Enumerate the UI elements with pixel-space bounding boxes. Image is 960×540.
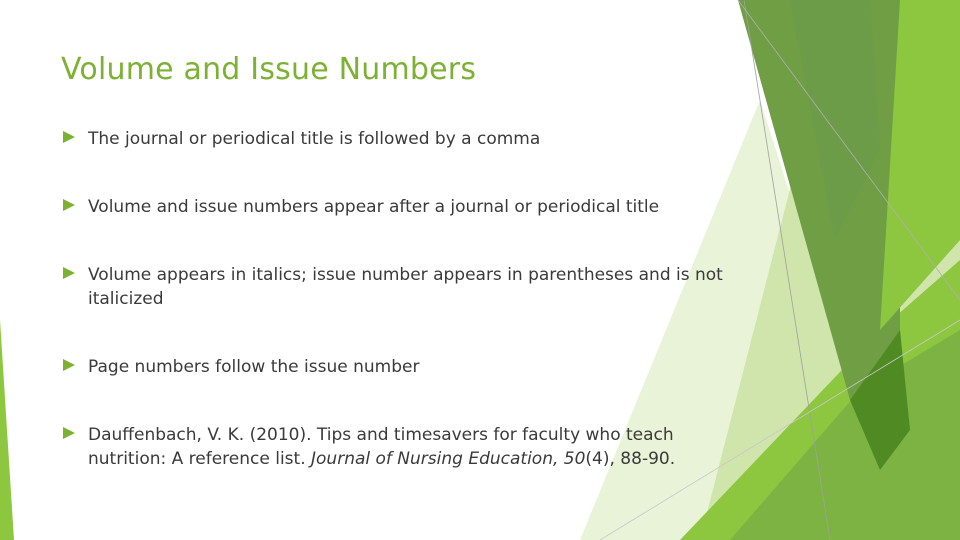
bullet-text: The journal or periodical title is followed by a comma [88,129,541,149]
right-triangle-arrow-icon [62,266,76,280]
bullet-text: Volume appears in italics; issue number appears in parentheses and is not italicized [88,265,723,309]
right-triangle-arrow-icon [62,426,76,440]
right-triangle-arrow-icon [62,358,76,372]
journal-name: Journal of Nursing Education, [311,449,564,469]
bullet-text: Volume and issue numbers appear after a journal or periodical title [88,197,660,217]
bullet-text: Page numbers follow the issue number [88,357,420,377]
reference-text [88,423,738,471]
issue-and-pages: (4), 88-90. [585,449,676,469]
volume-number: 50 [563,449,586,469]
reference-line-1: Dauffenbach, V. K. (2010). Tips and timesavers for faculty who teach [88,425,674,445]
reference-plain-part: nutrition: A reference list. [88,449,312,469]
left-accent-shape [0,320,14,540]
right-triangle-arrow-icon [62,198,76,212]
slide-title: Volume and Issue Numbers [61,52,477,87]
right-triangle-arrow-icon [62,130,76,144]
